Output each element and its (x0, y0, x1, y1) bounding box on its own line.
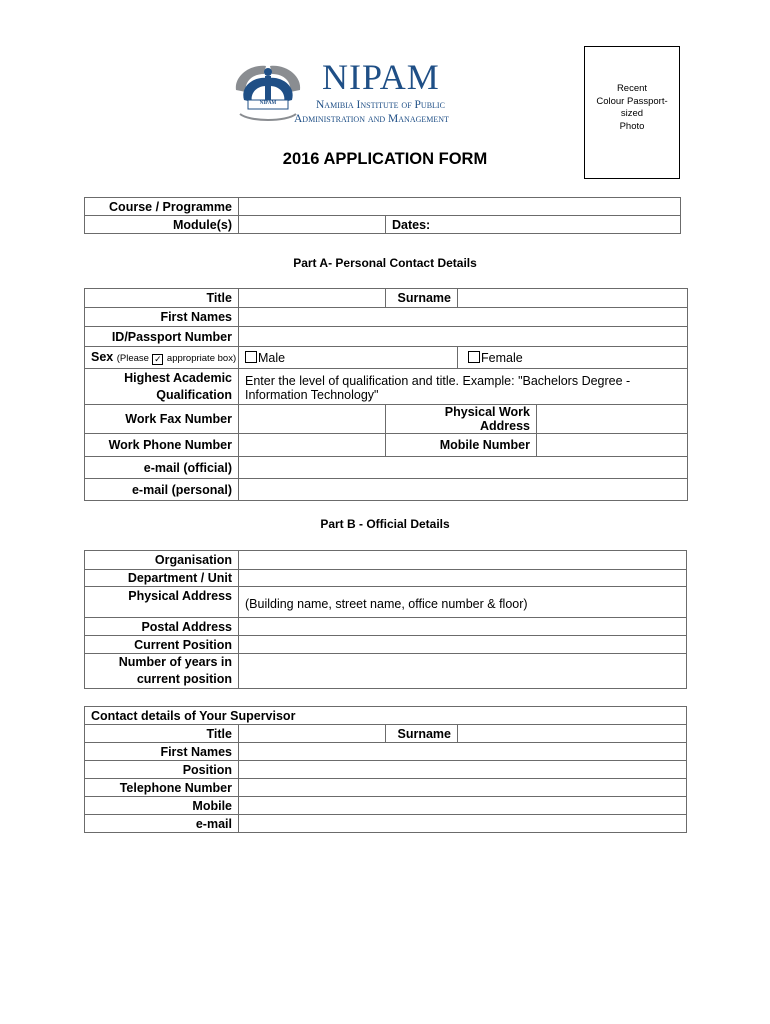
postal-address-label: Postal Address (85, 618, 239, 636)
sex-label: Sex (91, 350, 114, 364)
form-title: 2016 APPLICATION FORM (282, 150, 488, 168)
part-a-table (84, 288, 688, 501)
logo-line-1: Namibia Institute of Public (316, 99, 445, 111)
work-phone-input[interactable] (239, 434, 386, 457)
course-table (84, 197, 681, 234)
fax-input[interactable] (239, 405, 386, 434)
qualification-hint: Enter the level of qualification and title. Example: "Bachelors Degree - Information Technology" (245, 374, 631, 402)
title-input[interactable] (239, 289, 386, 308)
course-label: Course / Programme (85, 198, 239, 216)
years-label-2: current position (136, 672, 232, 686)
physical-address-input[interactable] (239, 587, 687, 618)
sup-telephone-input[interactable] (239, 779, 687, 797)
emblem-badge-text: NIPAM (259, 101, 277, 106)
email-personal-input[interactable] (239, 479, 688, 501)
male-option[interactable] (239, 347, 458, 369)
department-input[interactable] (239, 570, 687, 587)
sup-email-label: e-mail (85, 815, 239, 833)
checkmark-icon: ✓ (154, 354, 162, 364)
sup-title-input[interactable] (239, 725, 386, 743)
current-position-input[interactable] (239, 636, 687, 654)
part-b-heading: Part B - Official Details (320, 517, 450, 531)
department-label: Department / Unit (85, 570, 239, 587)
sup-first-names-label: First Names (85, 743, 239, 761)
supervisor-heading: Contact details of Your Supervisor (85, 707, 687, 725)
sup-mobile-input[interactable] (239, 797, 687, 815)
course-input[interactable] (239, 198, 681, 216)
years-input[interactable] (239, 654, 687, 689)
physical-work-address-input[interactable] (537, 405, 688, 434)
physical-address-label: Physical Address (85, 587, 239, 618)
qualification-label-cell (85, 369, 239, 405)
module-input[interactable] (239, 216, 386, 234)
logo-wordmark: NIPAM (322, 57, 440, 97)
part-b-table (84, 550, 687, 689)
sup-telephone-label: Telephone Number (85, 779, 239, 797)
qualification-input[interactable] (239, 369, 688, 405)
dates-label: Dates: (392, 217, 431, 232)
years-label-cell (85, 654, 239, 689)
sup-email-input[interactable] (239, 815, 687, 833)
supervisor-table (84, 706, 687, 833)
sup-surname-input[interactable] (458, 725, 687, 743)
nipam-logo (230, 56, 500, 128)
photo-text-4: Photo (619, 120, 645, 132)
sup-title-label: Title (85, 725, 239, 743)
organisation-input[interactable] (239, 551, 687, 570)
sup-position-label: Position (85, 761, 239, 779)
surname-input[interactable] (458, 289, 688, 308)
sup-position-input[interactable] (239, 761, 687, 779)
id-input[interactable] (239, 327, 688, 347)
mobile-label: Mobile Number (386, 434, 537, 457)
surname-label: Surname (386, 289, 458, 308)
photo-text-3: sized (620, 108, 644, 119)
postal-address-input[interactable] (239, 618, 687, 636)
part-a-heading: Part A- Personal Contact Details (293, 256, 477, 270)
organisation-label: Organisation (85, 551, 239, 570)
module-label: Module(s) (85, 216, 239, 234)
qualification-label-1: Highest Academic (124, 370, 232, 385)
work-phone-label: Work Phone Number (85, 434, 239, 457)
years-label-1: Number of years in (118, 655, 232, 669)
email-official-label: e-mail (official) (85, 457, 239, 479)
fax-label: Work Fax Number (85, 405, 239, 434)
sup-surname-label: Surname (386, 725, 458, 743)
male-label: Male (258, 350, 286, 365)
female-checkbox[interactable] (468, 351, 480, 363)
female-label: Female (481, 350, 523, 365)
id-label: ID/Passport Number (85, 327, 239, 347)
mobile-input[interactable] (537, 434, 688, 457)
sex-hint-b: appropriate box) (166, 353, 237, 364)
qualification-label-2: Qualification (156, 387, 232, 402)
physical-work-address-label: Physical Work Address (386, 405, 537, 434)
male-checkbox[interactable] (245, 351, 257, 363)
physical-address-hint: (Building name, street name, office number & floor) (245, 596, 528, 611)
photo-text-1: Recent (616, 83, 648, 94)
email-personal-label: e-mail (personal) (85, 479, 239, 501)
title-label: Title (85, 289, 239, 308)
email-official-input[interactable] (239, 457, 688, 479)
first-names-input[interactable] (239, 308, 688, 327)
sup-mobile-label: Mobile (85, 797, 239, 815)
sup-first-names-input[interactable] (239, 743, 687, 761)
female-option[interactable] (458, 347, 688, 369)
first-names-label: First Names (85, 308, 239, 327)
sex-hint-a: (Please (116, 353, 149, 364)
photo-text-2: Colour Passport- (596, 95, 668, 107)
logo-line-2: Administration and Management (294, 113, 449, 125)
current-position-label: Current Position (85, 636, 239, 654)
dates-field[interactable] (386, 216, 681, 234)
sex-label-cell (85, 347, 239, 369)
